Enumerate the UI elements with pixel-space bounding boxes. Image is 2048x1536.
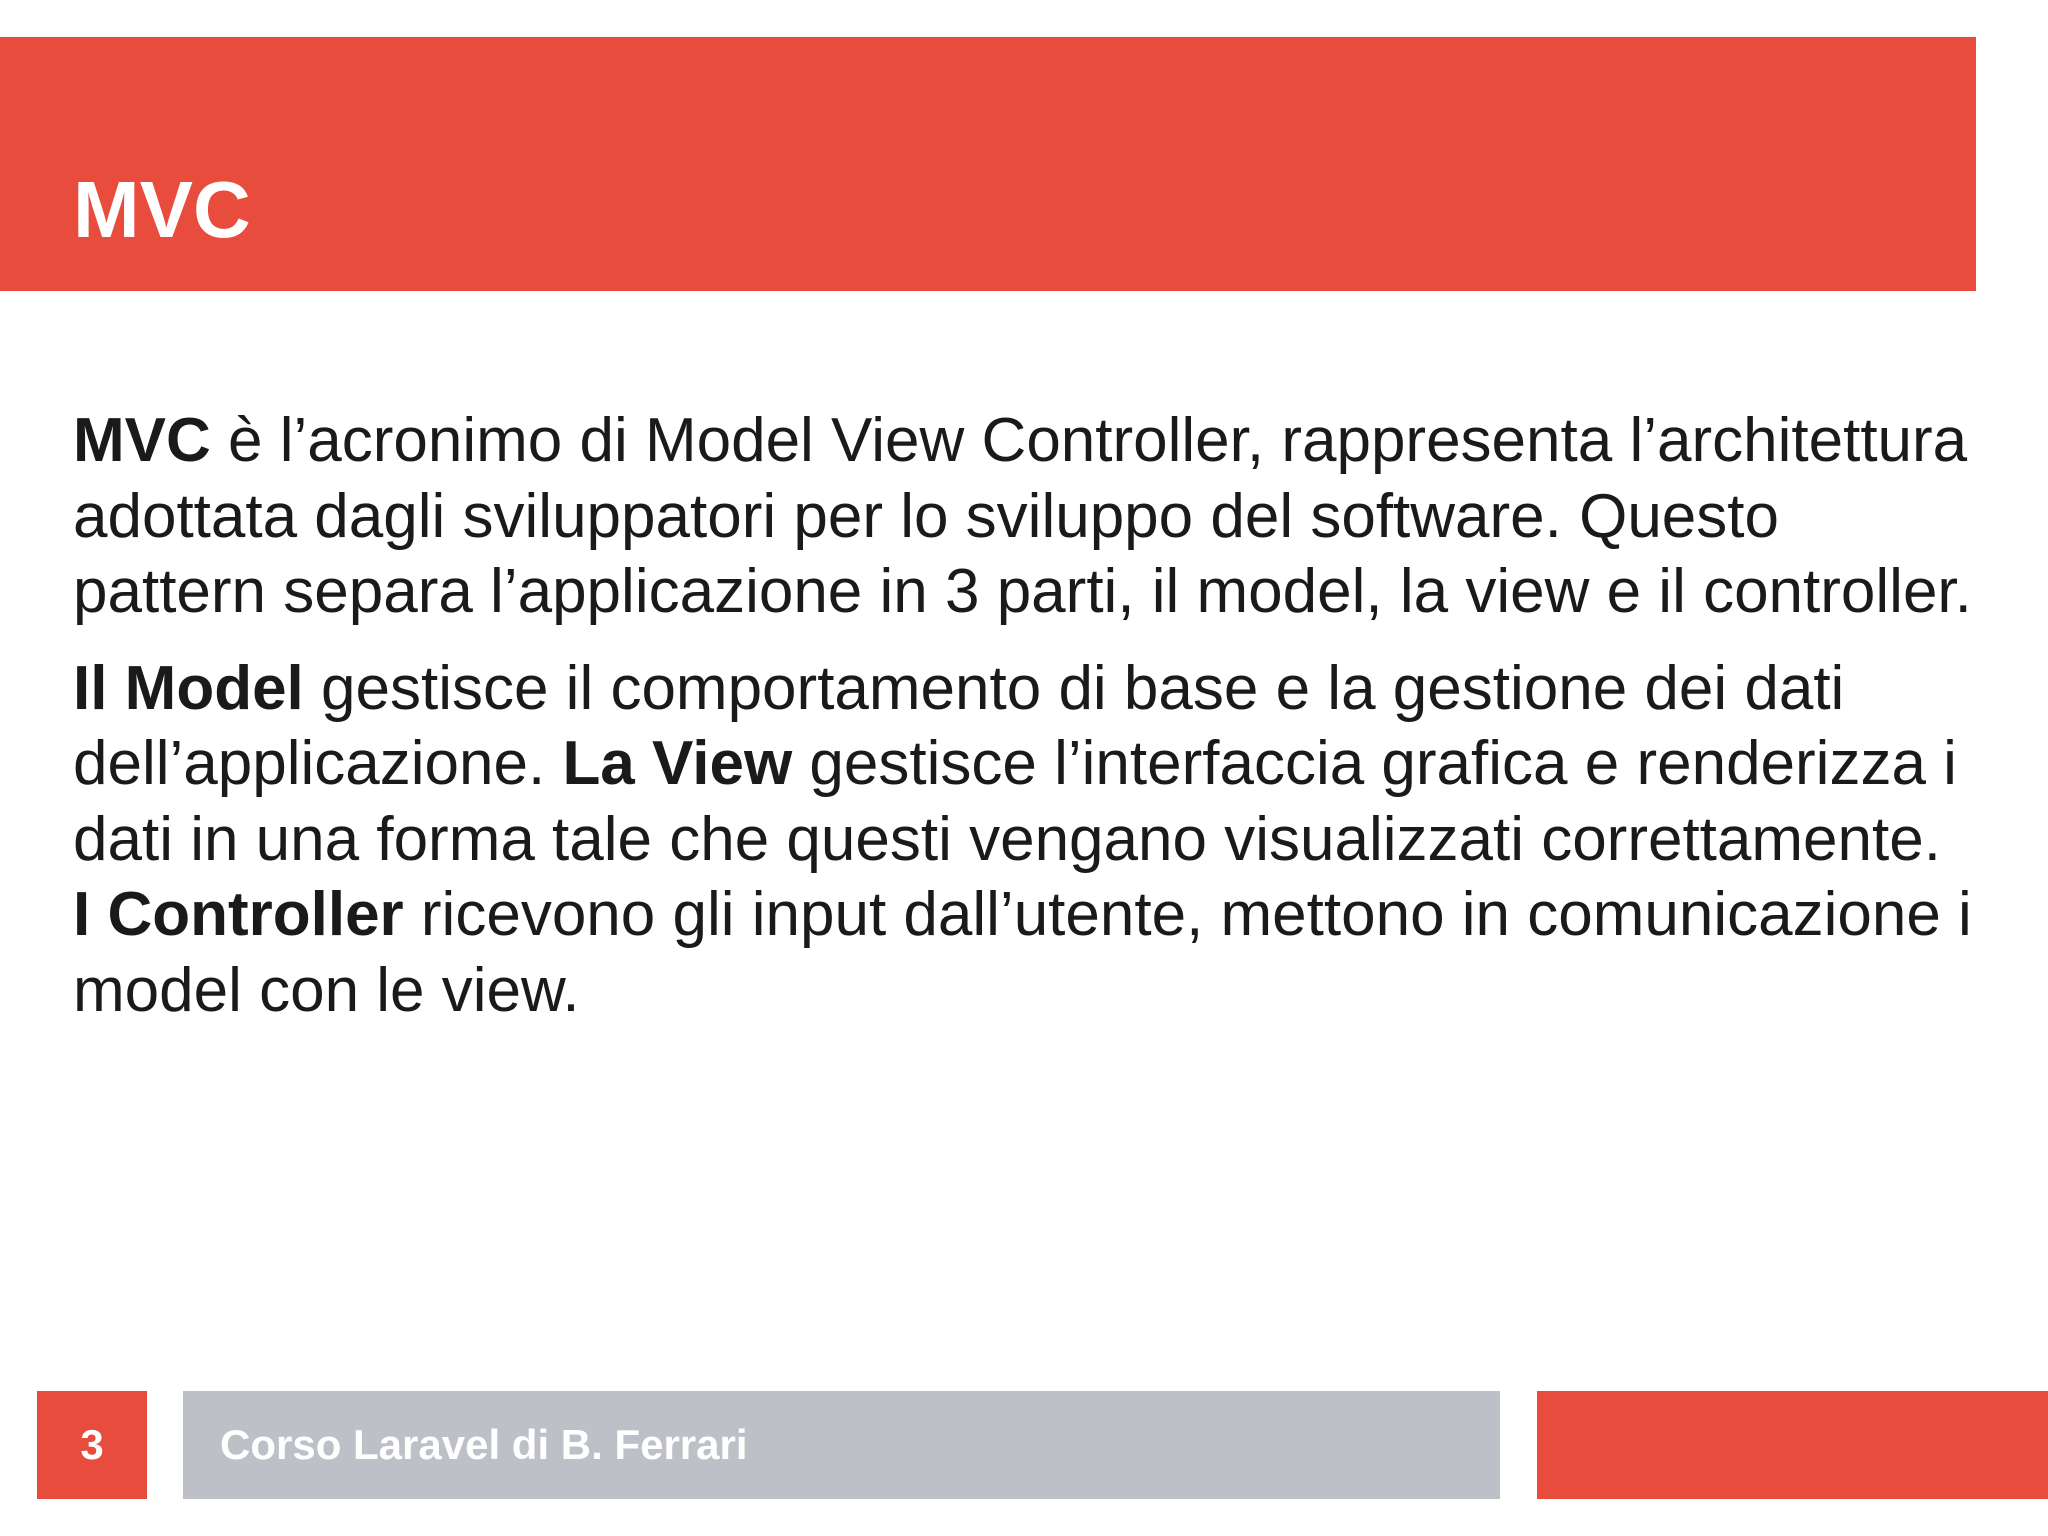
slide-content [73,403,1973,1049]
text-bold: La View [562,729,793,798]
text-run: gestisce il comportamento di base e la gestione dei dati dell’applicazione. [73,653,1845,798]
text-run: è l’acronimo di Model View Controller, rappresenta l’architettura adottata dagli sviluppatori per lo sviluppo del software. Questo pattern separa l’applicazione in 3 parti, il model, la view e il controller. [73,406,1972,626]
text-bold: MVC [73,406,211,475]
text-run: gestisce l’interfaccia grafica e renderizza i dati in una forma tale che questi vengano visualizzati correttamente. [73,729,1957,874]
footer-accent-block [1537,1391,2048,1499]
page-number-label: 3 [80,1421,104,1468]
text-bold: Il Model [73,653,304,723]
footer-text: Corso Laravel di B. Ferrari [220,1421,748,1468]
paragraph-components [73,651,1973,1029]
text-run: ricevono gli input dall’utente, mettono in comunicazione i model con le view. [73,880,1972,1025]
paragraph-intro [73,403,1973,630]
footer-bar [183,1391,1500,1499]
slide-title: MVC [73,165,251,254]
title-bar [0,37,1976,291]
text-bold: I Controller [73,880,404,949]
page-number [37,1391,147,1499]
